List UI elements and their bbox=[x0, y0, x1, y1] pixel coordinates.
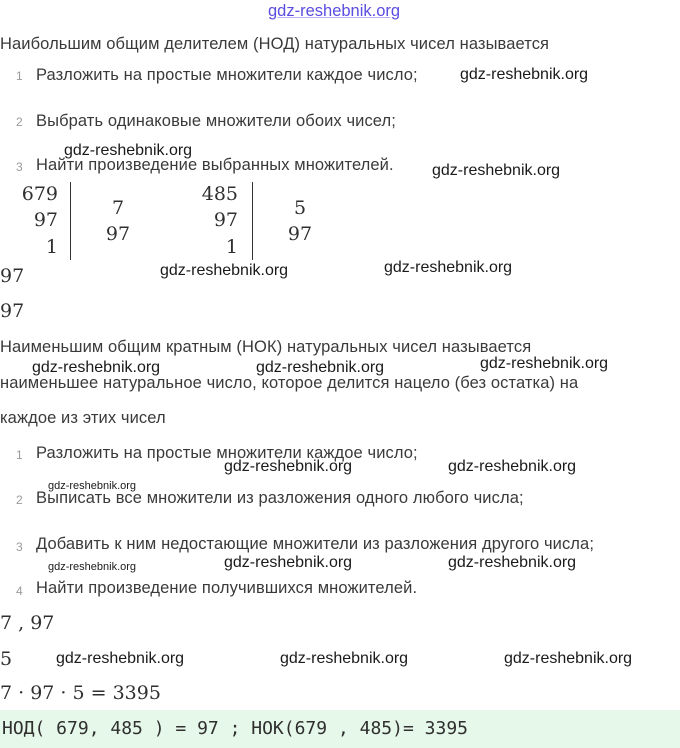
factor-b-left-2: 1 bbox=[225, 236, 238, 258]
watermark: gdz-reshebnik.org bbox=[64, 142, 193, 159]
watermark: gdz-reshebnik.org bbox=[448, 458, 577, 475]
watermark: gdz-reshebnik.org bbox=[48, 480, 137, 492]
watermark: gdz-reshebnik.org bbox=[224, 554, 353, 571]
gcd-value-line: 97 bbox=[0, 300, 25, 322]
answer-banner bbox=[0, 710, 680, 748]
factor-a-right-1: 97 bbox=[105, 223, 131, 245]
factor-b-right-0: 5 bbox=[293, 197, 307, 219]
nok-step-text: Выписать все множители из разложения одного любого числа; bbox=[36, 489, 524, 507]
calc-line-product: 7 · 97 · 5 = 3395 bbox=[0, 682, 161, 704]
watermark: gdz-reshebnik.org bbox=[280, 650, 409, 667]
watermark: gdz-reshebnik.org bbox=[432, 162, 561, 179]
factor-a-left-0: 679 bbox=[21, 183, 58, 205]
nod-step-text: Выбрать одинаковые множители обоих чисел; bbox=[36, 112, 396, 130]
factor-a-left-2: 1 bbox=[45, 236, 58, 258]
nod-step-number: 2 bbox=[16, 115, 23, 129]
nod-step-number: 1 bbox=[16, 69, 23, 83]
nok-definition-line-3: каждое из этих чисел bbox=[0, 409, 166, 427]
nok-step-number: 2 bbox=[16, 493, 23, 507]
nok-step-number: 3 bbox=[16, 540, 23, 554]
nod-step-text: Разложить на простые множители каждое число; bbox=[36, 66, 418, 84]
watermark: gdz-reshebnik.org bbox=[480, 355, 609, 372]
nok-definition-line-1: Наименьшим общим кратным (НОК) натуральных чисел называется bbox=[0, 338, 532, 356]
watermark: gdz-reshebnik.org bbox=[384, 259, 513, 276]
watermark: gdz-reshebnik.org bbox=[32, 359, 161, 376]
nok-definition-line-2: наименьшее натуральное число, которое делится нацело (без остатка) на bbox=[0, 374, 579, 392]
nod-step-text: Найти произведение выбранных множителей. bbox=[36, 156, 394, 174]
watermark: gdz-reshebnik.org bbox=[224, 458, 353, 475]
factor-a-divider bbox=[70, 182, 71, 260]
watermark: gdz-reshebnik.org bbox=[56, 650, 185, 667]
nok-step-number: 1 bbox=[16, 448, 23, 462]
watermark: gdz-reshebnik.org bbox=[256, 359, 385, 376]
factor-b-divider bbox=[252, 182, 253, 260]
watermark: gdz-reshebnik.org bbox=[460, 66, 589, 83]
factor-b-left-1: 97 bbox=[213, 209, 238, 231]
nod-step-number: 3 bbox=[16, 160, 23, 174]
watermark: gdz-reshebnik.org bbox=[504, 650, 633, 667]
nok-step-text: Найти произведение получившихся множителей. bbox=[36, 579, 418, 597]
factor-b-left-0: 485 bbox=[201, 183, 238, 205]
watermark: gdz-reshebnik.org bbox=[448, 554, 577, 571]
answer-text: НОД( 679, 485 ) = 97 ; НОК(679 , 485)= 3395 bbox=[2, 718, 468, 739]
watermark: gdz-reshebnik.org bbox=[160, 262, 289, 279]
factor-a-right-0: 7 bbox=[111, 197, 125, 219]
nod-definition: Наибольшим общим делителем (НОД) натуральных чисел называется bbox=[0, 35, 550, 53]
common-factor-line: 97 bbox=[0, 265, 25, 287]
factor-b-right-1: 97 bbox=[287, 223, 313, 245]
watermark-top-link[interactable]: gdz-reshebnik.org bbox=[268, 2, 401, 20]
calc-line-factors: 7 , 97 bbox=[0, 612, 55, 634]
watermark: gdz-reshebnik.org bbox=[48, 561, 137, 573]
nok-step-number: 4 bbox=[16, 584, 23, 598]
factor-a-left-1: 97 bbox=[33, 209, 58, 231]
calc-line-missing: 5 bbox=[0, 648, 13, 670]
nok-step-text: Добавить к ним недостающие множители из разложения другого числа; bbox=[36, 535, 595, 553]
nok-step-text: Разложить на простые множители каждое число; bbox=[36, 444, 418, 462]
